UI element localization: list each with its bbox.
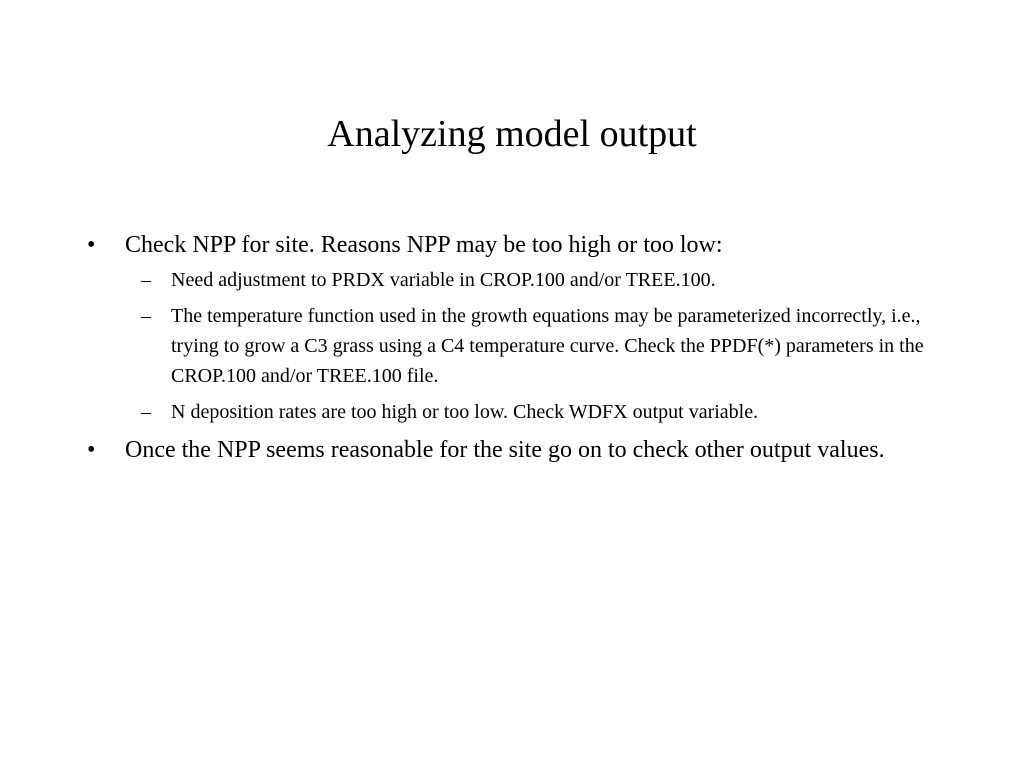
sub-bullet-item: [125, 265, 947, 295]
sub-bullet-item: [125, 397, 947, 427]
slide-content: [87, 228, 947, 471]
sub-bullet-marker: –: [141, 401, 151, 423]
slide-title: Analyzing model output: [327, 113, 697, 155]
bullet-item: [87, 433, 947, 467]
bullet-text: Once the NPP seems reasonable for the site go on to check other output values.: [125, 437, 885, 463]
sub-bullet-list: [125, 265, 947, 427]
bullet-text: Check NPP for site. Reasons NPP may be too high or too low:: [125, 232, 723, 258]
bullet-marker: •: [87, 232, 96, 258]
bullet-marker: •: [87, 437, 96, 463]
sub-bullet-marker: –: [141, 305, 151, 327]
sub-bullet-item: [125, 301, 947, 391]
bullet-item: [87, 228, 947, 427]
sub-bullet-marker: –: [141, 269, 151, 291]
sub-bullet-text: N deposition rates are too high or too low. Check WDFX output variable.: [171, 401, 759, 423]
sub-bullet-text: The temperature function used in the growth equations may be parameterized incorrectly, i.e., trying to grow a C3 grass using a C4 temperature curve. Check the PPDF(*) parameters in the CROP.100 and/or TREE.100 file.: [171, 305, 924, 387]
sub-bullet-text: Need adjustment to PRDX variable in CROP.100 and/or TREE.100.: [171, 269, 716, 291]
